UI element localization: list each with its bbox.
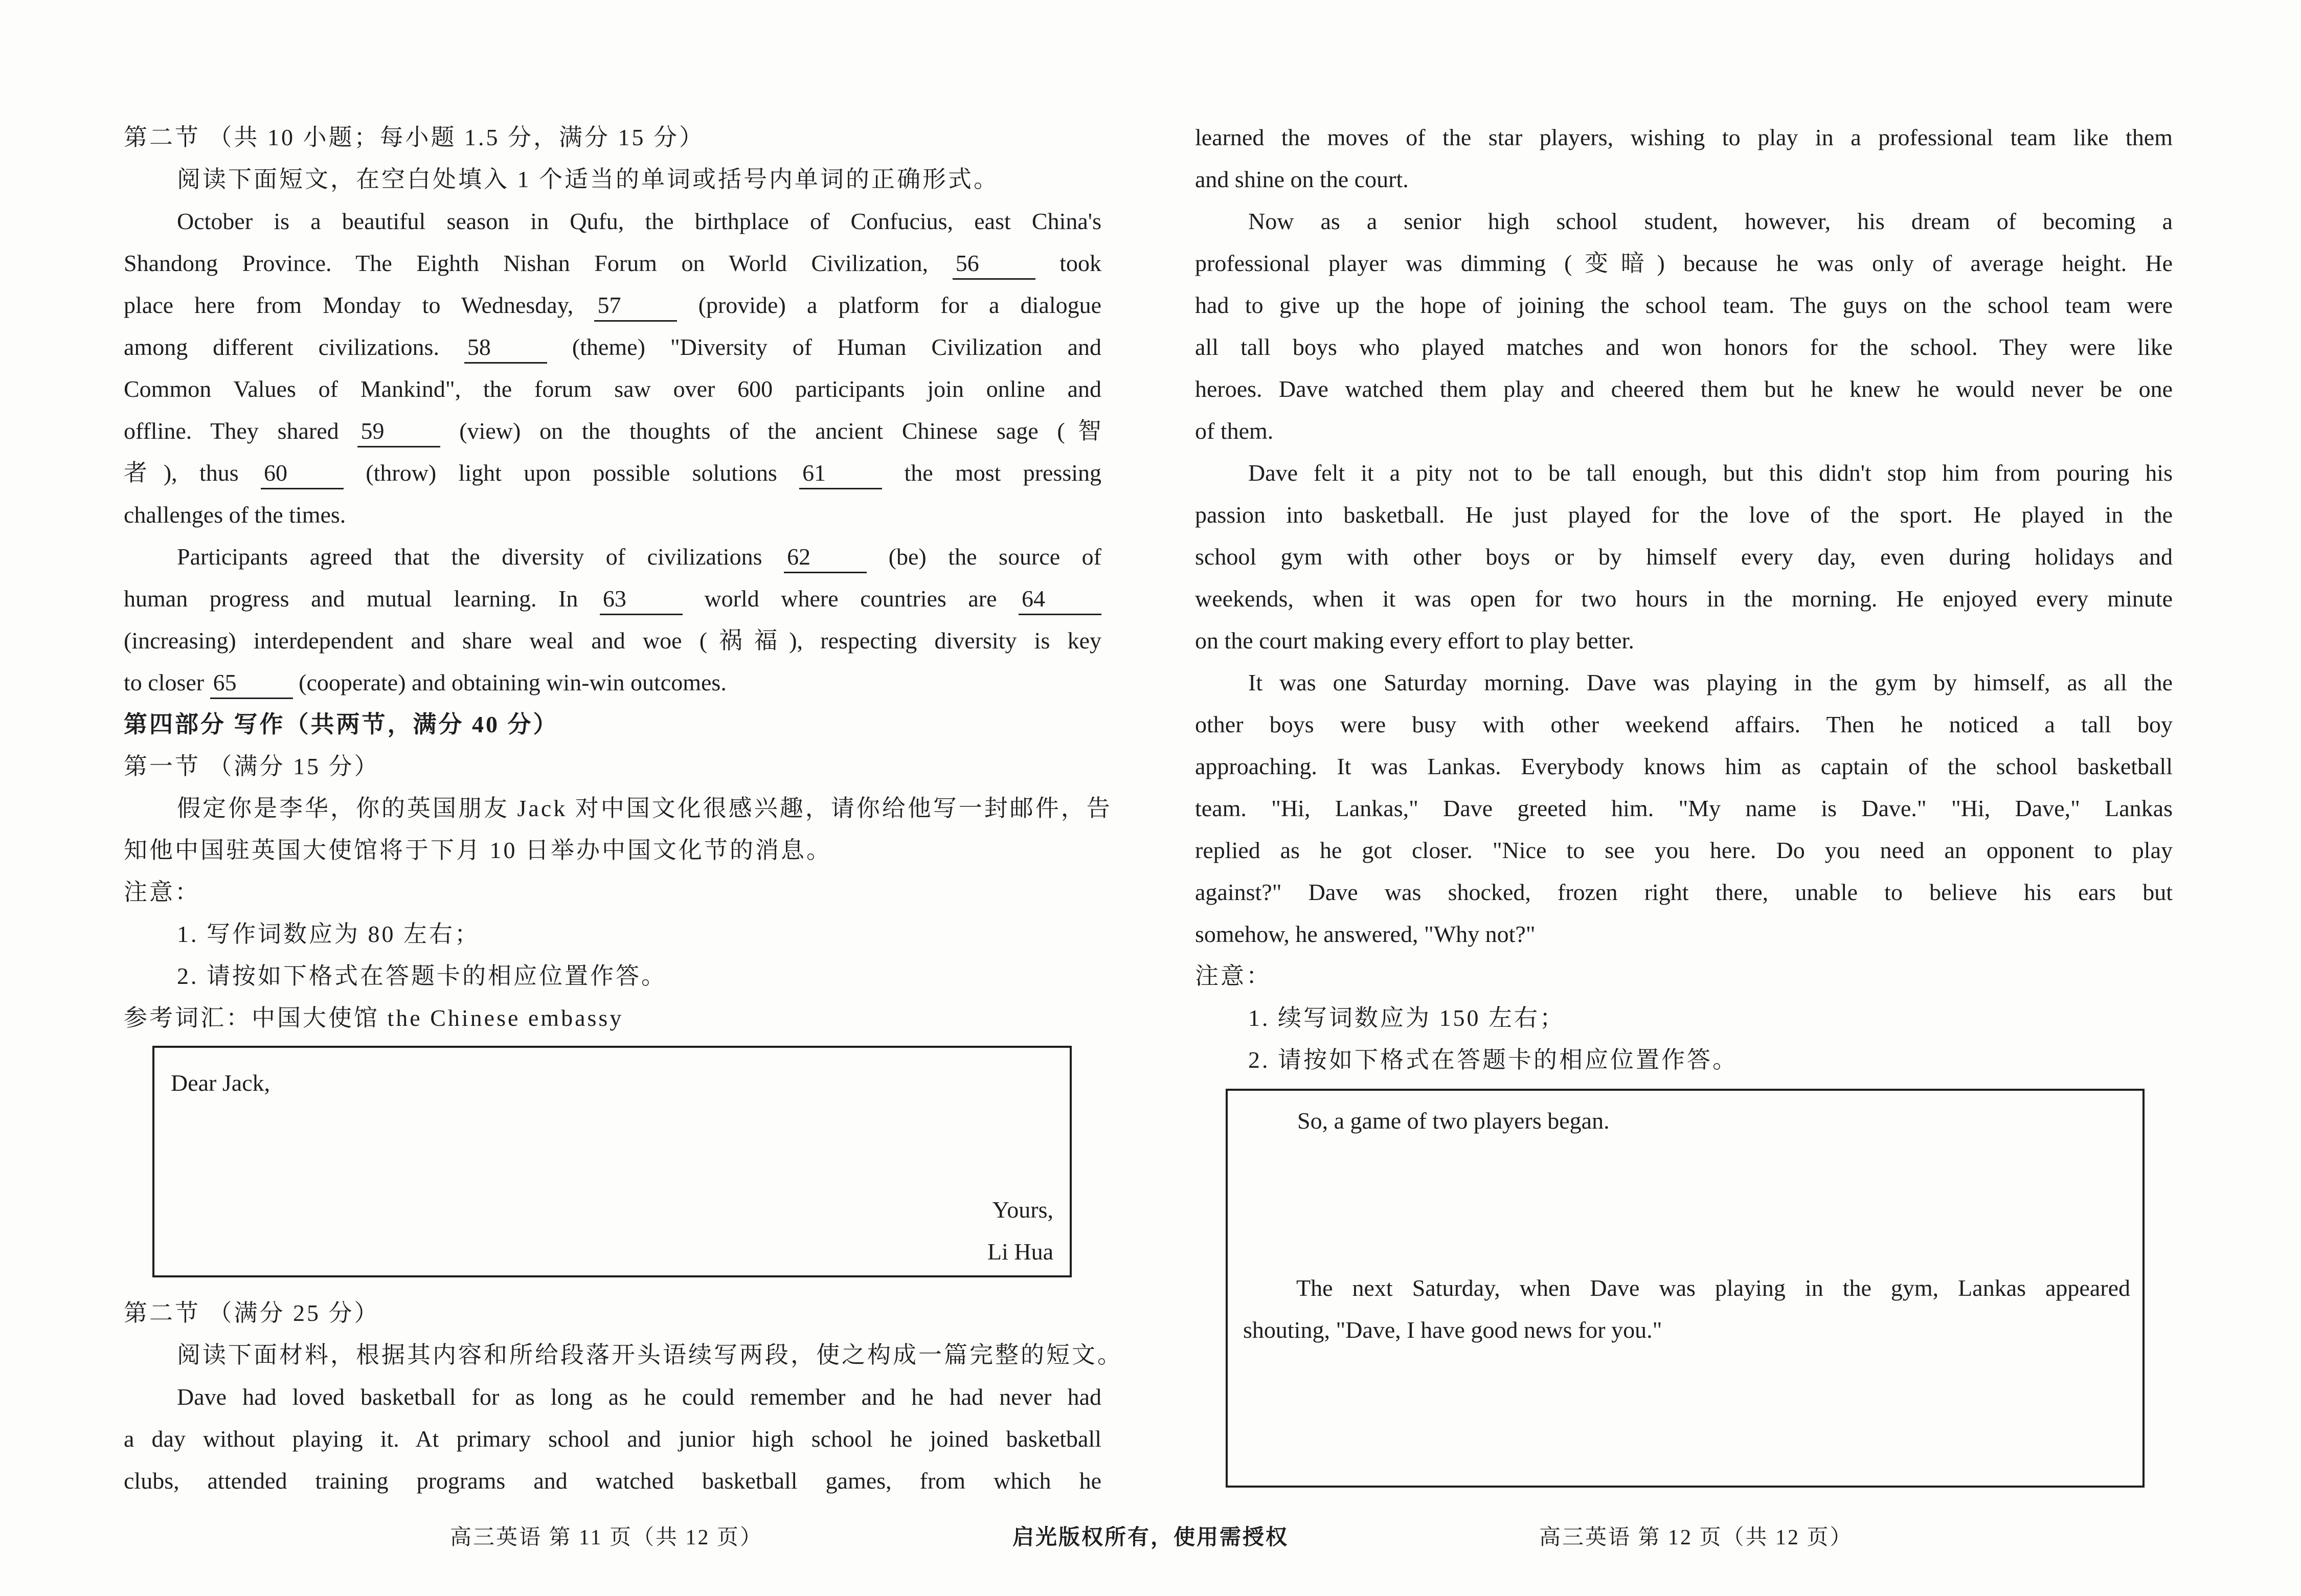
passage-line: challenges of the times. bbox=[124, 502, 346, 528]
story-line: team. "Hi, Lankas," Dave greeted him. "My name is Dave." "Hi, Dave," Lankas bbox=[1195, 795, 2173, 821]
story-line: somehow, he answered, "Why not?" bbox=[1195, 921, 1536, 947]
passage-paragraph-1 bbox=[124, 200, 1101, 536]
passage-line bbox=[124, 536, 1101, 578]
story-line: on the court making every effort to play better. bbox=[1195, 627, 1634, 654]
story-line: and shine on the court. bbox=[1195, 166, 1409, 192]
story-line: had to give up the hope of joining the school team. The guys on the school team were bbox=[1195, 292, 2173, 318]
text-segment: offline. They shared bbox=[124, 418, 339, 444]
story-line: against?" Dave was shocked, frozen right there, unable to believe his ears but bbox=[1195, 879, 2173, 905]
email-closing: Yours, bbox=[992, 1197, 1053, 1223]
text-segment: (cooperate) and obtaining win-win outcomes. bbox=[299, 669, 727, 695]
story-line: a day without playing it. At primary school and junior high school he joined basketball bbox=[124, 1426, 1101, 1452]
story-line: passion into basketball. He just played for the love of the sport. He played in the bbox=[1195, 502, 2173, 528]
story-line: other boys were busy with other weekend affairs. Then he noticed a tall boy bbox=[1195, 711, 2173, 737]
part-4-heading: 第四部分 写作（共两节，满分 40 分） bbox=[124, 711, 559, 737]
note-item: 2. 请按如下格式在答题卡的相应位置作答。 bbox=[177, 963, 667, 989]
text-segment: (theme) "Diversity of Human Civilization and bbox=[572, 334, 1101, 360]
text-segment: to closer bbox=[124, 669, 205, 695]
passage-line bbox=[124, 410, 1101, 452]
story-line: professional player was dimming (变暗) because he was only of average height. He bbox=[1195, 250, 2173, 276]
story-line: replied as he got closer. "Nice to see you here. Do you need an opponent to play bbox=[1195, 837, 2173, 863]
continuation-answer-box bbox=[1226, 1089, 2145, 1488]
notes-label: 注意： bbox=[124, 879, 200, 905]
blank-65: 65 bbox=[210, 668, 293, 699]
page-11-column bbox=[124, 117, 1123, 1502]
passage-paragraph-2 bbox=[124, 536, 1101, 704]
story-line: all tall boys who played matches and won honors for the school. They were like bbox=[1195, 334, 2173, 360]
blank-64: 64 bbox=[1019, 584, 1101, 615]
story-line: Dave felt it a pity not to be tall enough, but this didn't stop him from pouring his bbox=[1248, 460, 2173, 486]
passage-line bbox=[124, 452, 1101, 494]
blank-62: 62 bbox=[784, 542, 867, 573]
section-2-heading: 第二节 （共 10 小题；每小题 1.5 分，满分 15 分） bbox=[124, 124, 705, 150]
footer-page-12: 高三英语 第 12 页（共 12 页） bbox=[1539, 1526, 1853, 1549]
passage-line bbox=[124, 326, 1101, 368]
text-segment: the most pressing bbox=[904, 460, 1102, 486]
blank-63: 63 bbox=[600, 584, 683, 615]
footer-copyright: 启光版权所有，使用需授权 bbox=[1012, 1526, 1289, 1549]
text-segment: (view) on the thoughts of the ancient Chinese sage (智 bbox=[459, 418, 1102, 444]
story-line: clubs, attended training programs and watched basketball games, from which he bbox=[124, 1468, 1101, 1494]
blank-60: 60 bbox=[261, 458, 344, 489]
story-line: weekends, when it was open for two hours in the morning. He enjoyed every minute bbox=[1195, 586, 2173, 612]
opener-line: The next Saturday, when Dave was playing in the gym, Lankas appeared bbox=[1296, 1275, 2130, 1301]
blank-59: 59 bbox=[357, 416, 440, 447]
story-line: It was one Saturday morning. Dave was playing in the gym by himself, as all the bbox=[1248, 669, 2173, 695]
notes-label: 注意： bbox=[1195, 963, 1272, 989]
text-segment: (provide) a platform for a dialogue bbox=[698, 292, 1102, 318]
blank-61: 61 bbox=[799, 458, 882, 489]
passage-line bbox=[124, 284, 1101, 326]
story-line: Now as a senior high school student, however, his dream of becoming a bbox=[1248, 208, 2173, 234]
blank-56: 56 bbox=[953, 249, 1035, 280]
writing-task-line: 知他中国驻英国大使馆将于下月 10 日举办中国文化节的消息。 bbox=[124, 837, 832, 863]
writing-task-line: 假定你是李华，你的英国朋友 Jack 对中国文化很感兴趣，请你给他写一封邮件，告 bbox=[177, 795, 1112, 821]
story-line: heroes. Dave watched them play and cheered them but he knew he would never be one bbox=[1195, 376, 2173, 402]
text-segment: Shandong Province. The Eighth Nishan Forum on World Civilization, bbox=[124, 250, 929, 276]
text-segment: Participants agreed that the diversity of civilizations bbox=[177, 544, 762, 570]
note-item: 1. 续写词数应为 150 左右； bbox=[1248, 1005, 1565, 1031]
blank-58: 58 bbox=[464, 332, 547, 364]
text-segment: among different civilizations. bbox=[124, 334, 439, 360]
writing-section-2-heading: 第二节 （满分 25 分） bbox=[124, 1300, 380, 1326]
text-segment: (be) the source of bbox=[888, 544, 1102, 570]
text-segment: 者), thus bbox=[124, 460, 239, 486]
text-segment: place here from Monday to Wednesday, bbox=[124, 292, 574, 318]
note-item: 1. 写作词数应为 80 左右； bbox=[177, 921, 480, 947]
writing-section-1-heading: 第一节 （满分 15 分） bbox=[124, 753, 380, 779]
text-segment: human progress and mutual learning. In bbox=[124, 586, 578, 612]
footer-page-11: 高三英语 第 11 页（共 12 页） bbox=[450, 1526, 763, 1549]
passage-line bbox=[124, 578, 1101, 620]
blank-57: 57 bbox=[594, 290, 677, 322]
passage-line bbox=[124, 662, 1101, 704]
section-2-instruction: 阅读下面短文，在空白处填入 1 个适当的单词或括号内单词的正确形式。 bbox=[177, 166, 999, 192]
email-answer-box bbox=[152, 1046, 1072, 1277]
passage-line: Common Values of Mankind", the forum saw over 600 participants join online and bbox=[124, 376, 1101, 402]
text-segment: took bbox=[1059, 250, 1101, 276]
reference-vocabulary: 参考词汇：中国大使馆 the Chinese embassy bbox=[124, 1005, 624, 1031]
email-greeting: Dear Jack, bbox=[171, 1070, 270, 1096]
story-line: Dave had loved basketball for as long as he could remember and he had never had bbox=[177, 1384, 1101, 1410]
continuation-paragraph-2-opener bbox=[1243, 1267, 2130, 1351]
page-12-column bbox=[1195, 117, 2173, 1081]
text-segment: (throw) light upon possible solutions bbox=[366, 460, 777, 486]
story-line: approaching. It was Lankas. Everybody knows him as captain of the school basketball bbox=[1195, 753, 2173, 779]
text-segment: world where countries are bbox=[704, 586, 997, 612]
passage-line bbox=[124, 242, 1101, 284]
note-item: 2. 请按如下格式在答题卡的相应位置作答。 bbox=[1248, 1047, 1738, 1073]
story-line: learned the moves of the star players, wishing to play in a professional team like them bbox=[1195, 124, 2173, 150]
story-line: of them. bbox=[1195, 418, 1274, 444]
writing-section-2-instruction: 阅读下面材料，根据其内容和所给段落开头语续写两段，使之构成一篇完整的短文。 bbox=[177, 1342, 1123, 1368]
passage-line: (increasing) interdependent and share weal and woe (祸福), respecting diversity is key bbox=[124, 627, 1101, 654]
passage-line: October is a beautiful season in Qufu, the birthplace of Confucius, east China's bbox=[177, 208, 1101, 234]
opener-line: shouting, "Dave, I have good news for you." bbox=[1243, 1317, 1662, 1343]
email-signature: Li Hua bbox=[987, 1239, 1053, 1265]
story-line: school gym with other boys or by himself every day, even during holidays and bbox=[1195, 544, 2173, 570]
continuation-paragraph-1-opener: So, a game of two players began. bbox=[1297, 1108, 1610, 1134]
